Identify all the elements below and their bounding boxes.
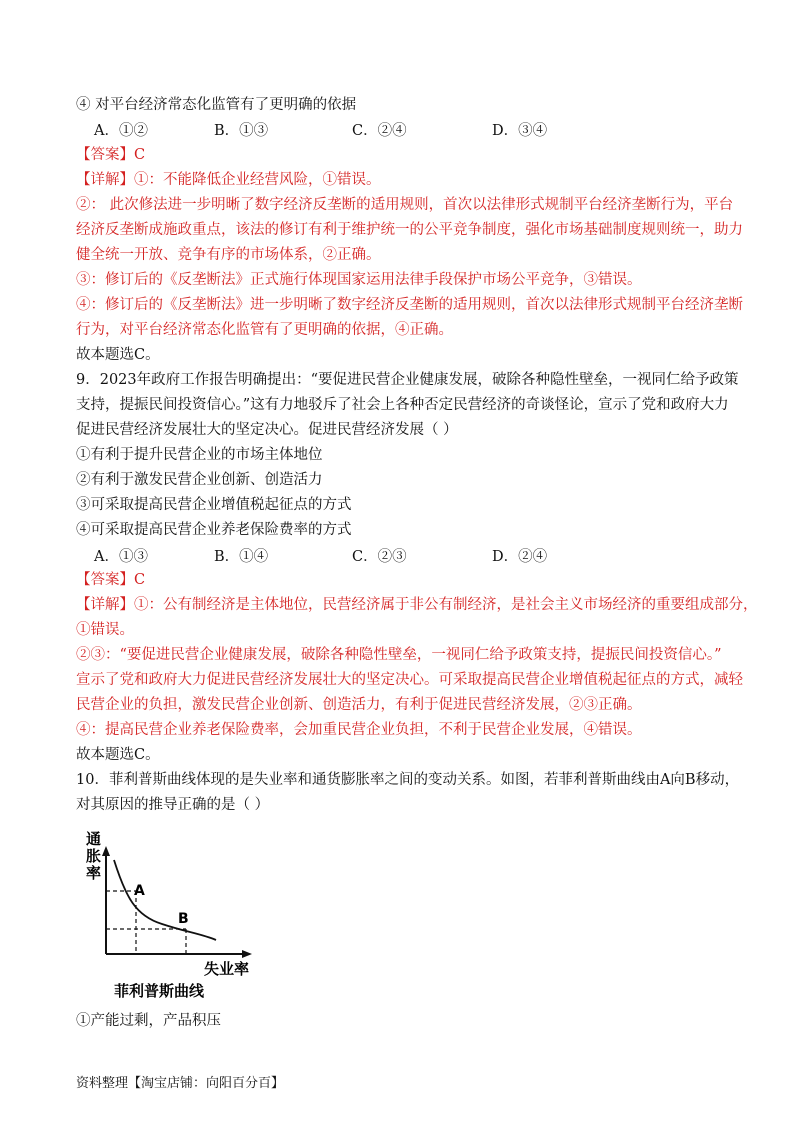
q9-detail-line: 民营企业的负担，激发民营企业创新、创造活力，有利于促进民营经济发展，②③正确。	[76, 697, 642, 713]
q9-answer: 【答案】C	[76, 572, 146, 588]
page-footer: 资料整理【淘宝店铺：向阳百分百】	[76, 1076, 285, 1091]
q8-detail-line: 经济反垄断成施政重点，该法的修订有利于维护统一的公平竞争制度，强化市场基础制度规则统一，助力	[76, 222, 743, 238]
q10-stem-line: 10．菲利普斯曲线体现的是失业率和通货膨胀率之间的变动关系。如图，若菲利普斯曲线由A向B移动，	[76, 772, 740, 788]
q9-option: ④可采取提高民营企业养老保险费率的方式	[76, 522, 352, 538]
q8-choice-a: A．①②	[94, 123, 148, 139]
q8-option-4: ④ 对平台经济常态化监管有了更明确的依据	[76, 97, 357, 113]
q9-choice-d: D．②④	[492, 549, 548, 565]
q9-detail-line: ④：提高民营企业养老保险费率，会加重民营企业负担，不利于民营企业发展，④错误。	[76, 722, 642, 738]
q9-choice-a: A．①③	[94, 549, 148, 565]
q9-option: ①有利于提升民营企业的市场主体地位	[76, 447, 323, 463]
figure-caption: 菲利普斯曲线	[114, 982, 205, 1000]
q9-choice-b: B．①④	[214, 549, 269, 565]
x-axis-arrow	[242, 950, 252, 958]
q9-stem-line: 9．2023年政府工作报告明确提出：“要促进民营企业健康发展，破除各种隐性壁垒，一视同仁给予政策	[76, 372, 739, 388]
x-axis-label: 失业率	[204, 960, 250, 978]
q8-detail-line: 【详解】①：不能降低企业经营风险，①错误。	[76, 172, 381, 188]
y-axis-label-char: 胀	[86, 847, 102, 865]
q9-detail-line: ②③：“要促进民营企业健康发展，破除各种隐性壁垒，一视同仁给予政策支持，提振民间投资信心。”	[76, 647, 722, 663]
q10-option-1: ①产能过剩，产品积压	[76, 1013, 221, 1029]
y-axis-label-char: 通	[86, 830, 102, 848]
phillips-curve-figure	[74, 828, 294, 1008]
q9-option: ③可采取提高民营企业增值税起征点的方式	[76, 497, 352, 513]
q8-choice-d: D．③④	[492, 123, 548, 139]
q9-option: ②有利于激发民营企业创新、创造活力	[76, 472, 323, 488]
point-a-label: A	[134, 883, 145, 899]
q8-detail-line: ②： 此次修法进一步明晰了数字经济反垄断的适用规则，首次以法律形式规制平台经济垄断行为，平台	[76, 197, 734, 213]
q8-detail-line: 行为，对平台经济常态化监管有了更明确的依据，④正确。	[76, 322, 453, 338]
q9-detail-line: ①错误。	[76, 622, 134, 638]
q9-conclusion: 故本题选C。	[76, 747, 160, 763]
q8-detail-line: ③：修订后的《反垄断法》正式施行体现国家运用法律手段保护市场公平竞争，③错误。	[76, 272, 642, 288]
y-axis-arrow	[102, 846, 110, 856]
q9-detail-line: 【详解】①：公有制经济是主体地位，民营经济属于非公有制经济，是社会主义市场经济的重要组成部分，	[76, 597, 758, 613]
point-b-label: B	[178, 911, 189, 927]
y-axis-label-char: 率	[86, 864, 102, 882]
q8-conclusion: 故本题选C。	[76, 347, 160, 363]
q9-stem-line: 支持，提振民间投资信心。”这有力地驳斥了社会上各种否定民营经济的奇谈怪论，宣示了党和政府大力	[76, 397, 729, 413]
q9-stem-line: 促进民营经济发展壮大的坚定决心。促进民营经济发展（ ）	[76, 422, 458, 438]
q8-choice-b: B．①③	[214, 123, 269, 139]
q8-detail-line: 健全统一开放、竞争有序的市场体系，②正确。	[76, 247, 381, 263]
q8-choice-c: C．②④	[352, 123, 407, 139]
q8-detail-line: ④：修订后的《反垄断法》进一步明晰了数字经济反垄断的适用规则，首次以法律形式规制平台经济垄断	[76, 297, 743, 313]
q9-detail-line: 宣示了党和政府大力促进民营经济发展壮大的坚定决心。可采取提高民营企业增值税起征点的方式，减轻	[76, 672, 743, 688]
q9-choice-c: C．②③	[352, 549, 407, 565]
q8-answer: 【答案】C	[76, 147, 146, 163]
q10-stem-line: 对其原因的推导正确的是（ ）	[76, 797, 270, 813]
phillips-curve	[114, 860, 216, 940]
